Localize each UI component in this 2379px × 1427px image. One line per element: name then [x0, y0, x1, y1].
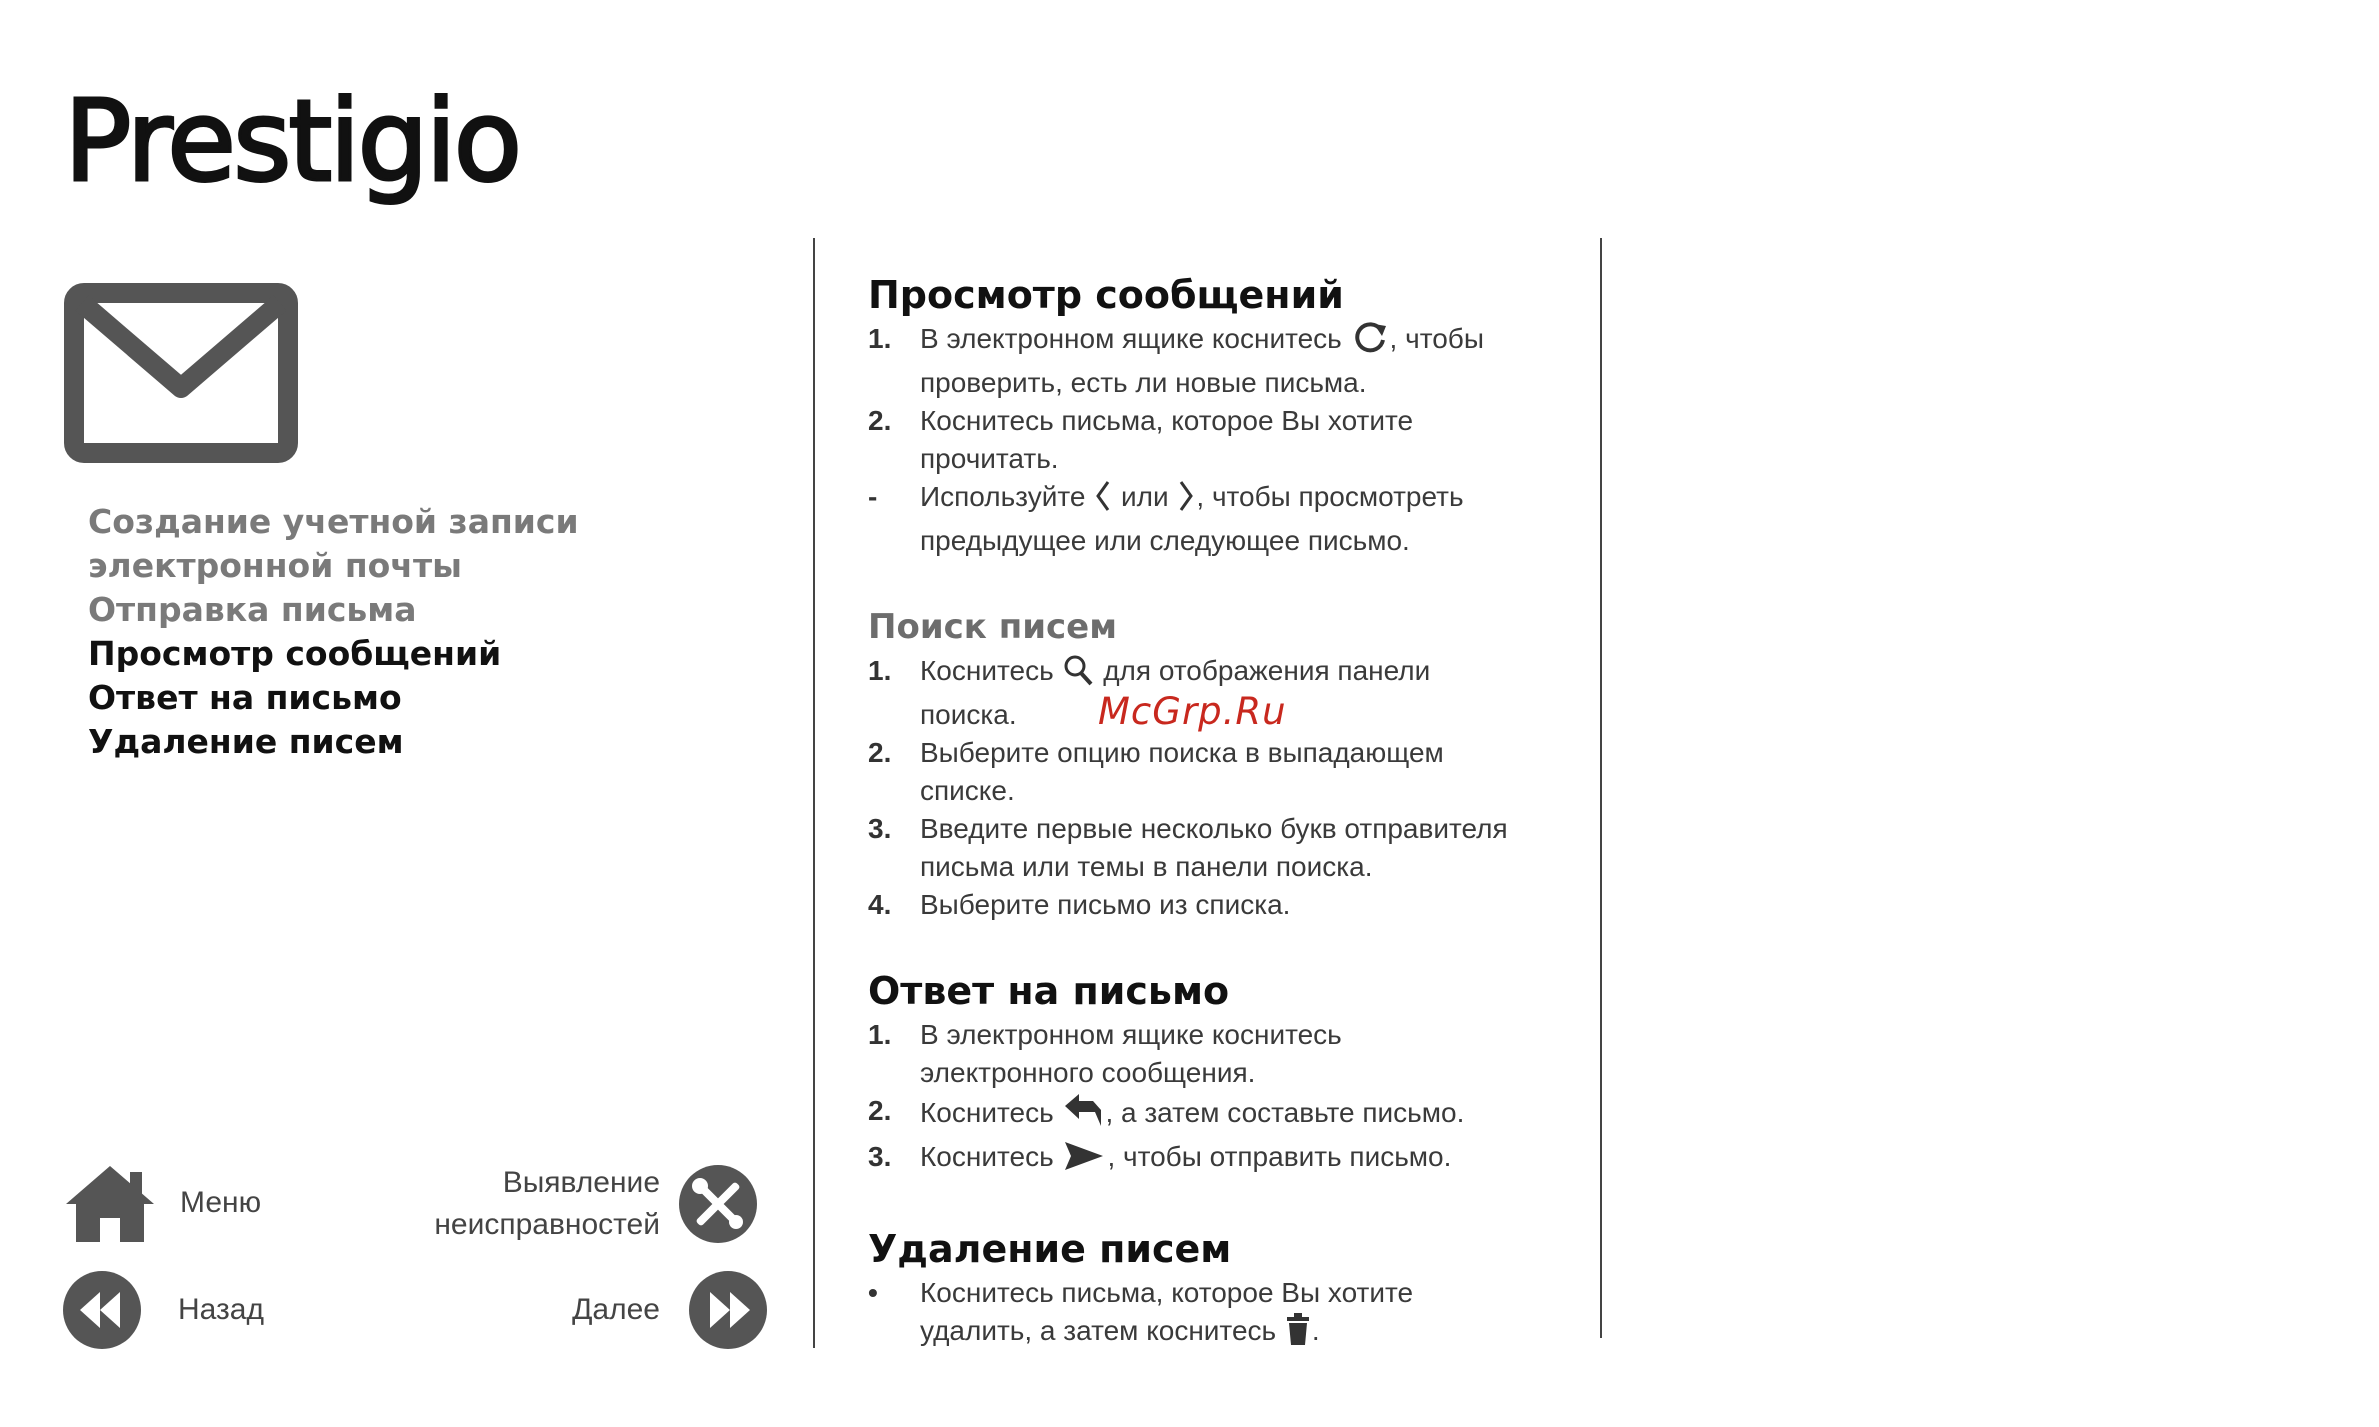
section-reply	[868, 966, 1588, 1182]
toc-item-create-account[interactable]: Создание учетной записи	[88, 502, 579, 541]
step-text: Коснитесь	[920, 1141, 1062, 1172]
list-item	[868, 1138, 1588, 1182]
list-item	[868, 320, 1588, 402]
toc-item-view[interactable]: Просмотр сообщений	[88, 634, 502, 673]
logo-text: Prestigio	[64, 82, 520, 207]
section-title-search: Поиск писем	[868, 607, 1118, 647]
step-text: , чтобы просмотреть	[1196, 481, 1464, 512]
step-text: электронного сообщения.	[920, 1057, 1256, 1088]
toc-item-send[interactable]: Отправка письма	[88, 590, 417, 629]
home-icon	[62, 1162, 158, 1244]
tools-icon	[678, 1164, 758, 1244]
step-text: .	[1311, 1315, 1320, 1346]
menu-button[interactable]	[62, 1162, 261, 1244]
list-item	[868, 1016, 1588, 1092]
section-title-view: Просмотр сообщений	[868, 273, 1344, 317]
step-marker: -	[868, 481, 878, 512]
step-text: В электронном ящике коснитесь	[920, 323, 1350, 354]
section-search	[868, 602, 1588, 924]
step-text: или	[1113, 481, 1177, 512]
steps-view	[868, 320, 1588, 560]
list-item	[868, 1274, 1588, 1356]
step-text: поиска.	[920, 699, 1017, 730]
section-title-reply: Ответ на письмо	[868, 969, 1230, 1013]
list-item	[868, 1092, 1588, 1138]
step-text: В электронном ящике коснитесь	[920, 1019, 1342, 1050]
toc-item-delete[interactable]: Удаление писем	[88, 722, 404, 761]
trash-icon	[1286, 1312, 1310, 1356]
chevron-left-icon	[1095, 480, 1111, 522]
step-text: Выберите опцию поиска в выпадающем	[920, 737, 1444, 768]
step-text: , чтобы отправить письмо.	[1107, 1141, 1452, 1172]
step-text: письма или темы в панели поиска.	[920, 851, 1373, 882]
step-marker: 1.	[868, 655, 892, 686]
instructions	[868, 270, 1588, 1356]
step-text: предыдущее или следующее письмо.	[920, 525, 1410, 556]
troubleshooting-label-line2: неисправностей	[434, 1208, 660, 1241]
steps-delete	[868, 1274, 1588, 1356]
step-text: Коснитесь письма, которое Вы хотите	[920, 405, 1414, 436]
back-label: Назад	[178, 1293, 264, 1326]
troubleshooting-label-line1: Выявление	[502, 1166, 660, 1199]
step-marker: 1.	[868, 323, 892, 354]
fast-forward-icon	[688, 1270, 768, 1350]
list-item	[868, 402, 1588, 478]
section-delete	[868, 1224, 1588, 1356]
step-text: проверить, есть ли новые письма.	[920, 367, 1367, 398]
divider-right	[1600, 238, 1602, 1338]
watermark: McGrp.Ru	[1098, 690, 1287, 733]
search-icon	[1063, 654, 1093, 696]
step-text: удалить, а затем коснитесь	[920, 1315, 1284, 1346]
list-item	[868, 478, 1588, 560]
prestigio-logo	[64, 82, 524, 212]
next-button[interactable]	[560, 1270, 768, 1350]
troubleshooting-button[interactable]	[420, 1162, 758, 1246]
divider-left	[813, 238, 815, 1348]
refresh-icon	[1352, 320, 1388, 364]
toc-item-create-account-cont[interactable]: электронной почты	[88, 546, 462, 585]
toc	[88, 500, 788, 764]
step-marker: 4.	[868, 889, 892, 920]
step-marker: 2.	[868, 1095, 892, 1126]
step-text: Используйте	[920, 481, 1094, 512]
step-marker: 3.	[868, 1141, 892, 1172]
step-text: Выберите письмо из списка.	[920, 889, 1291, 920]
rewind-icon	[62, 1270, 142, 1350]
send-icon	[1063, 1140, 1105, 1182]
step-text: Коснитесь	[920, 655, 1062, 686]
list-item	[868, 810, 1588, 886]
step-text: Коснитесь письма, которое Вы хотите	[920, 1277, 1414, 1308]
step-marker: 2.	[868, 405, 892, 436]
back-button[interactable]	[62, 1270, 264, 1350]
step-marker: 3.	[868, 813, 892, 844]
steps-reply	[868, 1016, 1588, 1182]
step-text: для отображения панели	[1095, 655, 1431, 686]
next-label: Далее	[572, 1293, 660, 1326]
step-marker: 1.	[868, 1019, 892, 1050]
list-item	[868, 886, 1588, 924]
toc-item-reply[interactable]: Ответ на письмо	[88, 678, 402, 717]
step-text: Коснитесь	[920, 1097, 1062, 1128]
chevron-right-icon	[1178, 480, 1194, 522]
section-title-delete: Удаление писем	[868, 1227, 1232, 1271]
step-text: Введите первые несколько букв отправителя	[920, 813, 1508, 844]
section-view-messages	[868, 270, 1588, 560]
step-marker: 2.	[868, 737, 892, 768]
step-text: списке.	[920, 775, 1015, 806]
envelope-icon	[64, 283, 298, 463]
step-text: , чтобы	[1389, 323, 1484, 354]
troubleshooting-label	[420, 1162, 660, 1246]
step-text: прочитать.	[920, 443, 1059, 474]
reply-arrow-icon	[1063, 1092, 1103, 1138]
step-text: , а затем составьте письмо.	[1105, 1097, 1465, 1128]
list-item	[868, 734, 1588, 810]
menu-label: Меню	[180, 1186, 262, 1219]
step-marker: •	[868, 1277, 878, 1308]
